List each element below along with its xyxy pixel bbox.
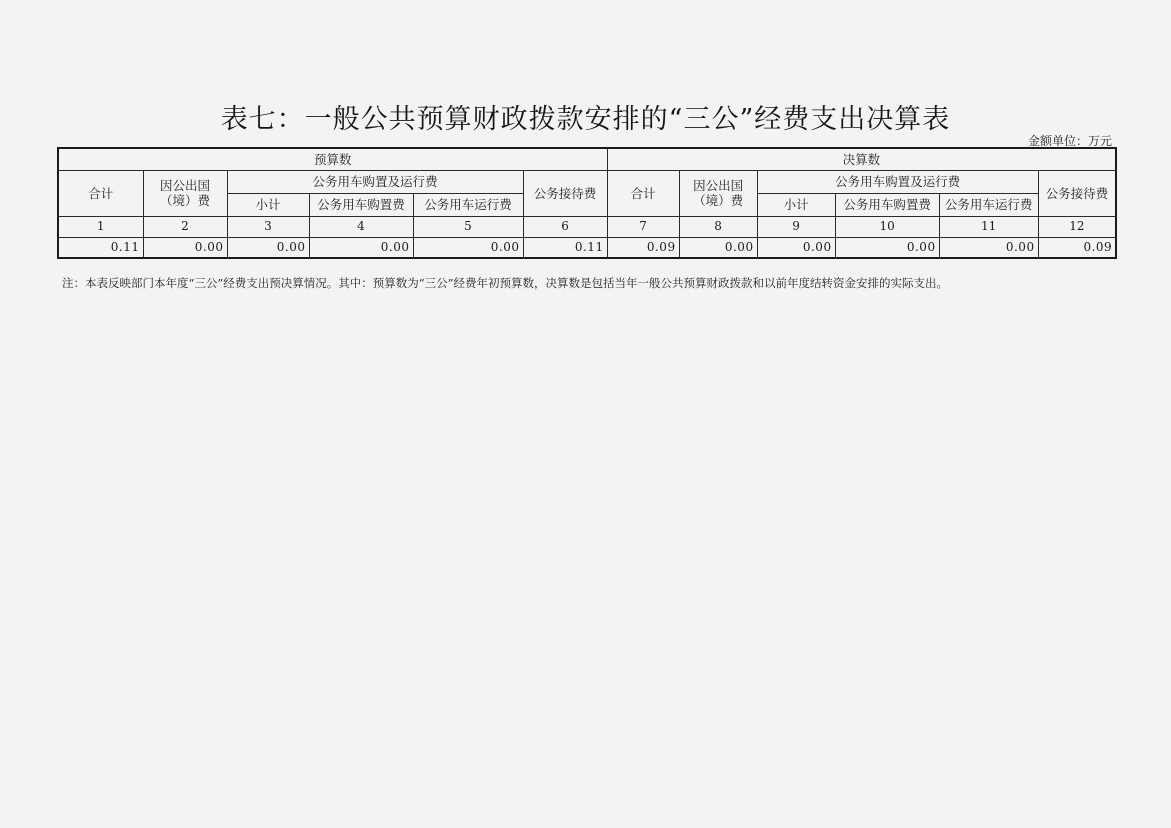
table-header-row-2 [58,170,1116,193]
value-cell: 0.00 [309,237,413,258]
value-cell: 0.00 [143,237,227,258]
value-cell: 0.11 [58,237,143,258]
final-abroad-line2: （境）费 [693,193,744,208]
column-index: 10 [835,216,939,237]
table-header-row-1 [58,148,1116,170]
column-index: 2 [143,216,227,237]
final-subtotal-header: 小计 [757,193,835,216]
budget-abroad-line2: （境）费 [159,193,210,208]
budget-subtotal-header: 小计 [227,193,309,216]
budget-reception-header: 公务接待费 [523,170,607,216]
final-vehicle-header: 公务用车购置及运行费 [757,170,1038,193]
column-index: 1 [58,216,143,237]
budget-vehicle-purchase-header: 公务用车购置费 [309,193,413,216]
final-reception-header: 公务接待费 [1038,170,1116,216]
budget-vehicle-operation-header: 公务用车运行费 [413,193,523,216]
budget-abroad-header [143,170,227,216]
column-index: 5 [413,216,523,237]
column-index-row [58,216,1116,237]
three-public-expenses-table [57,147,1117,259]
budget-header: 预算数 [58,148,607,170]
value-cell: 0.00 [939,237,1038,258]
value-cell: 0.00 [757,237,835,258]
value-cell: 0.09 [607,237,679,258]
amount-unit-label: 金额单位：万元 [1027,134,1112,148]
column-index: 9 [757,216,835,237]
column-index: 12 [1038,216,1116,237]
table-note: 注：本表反映部门本年度“三公”经费支出预决算情况。其中：预算数为“三公”经费年初预算数，决算数是包括当年一般公共预算财政拨款和以前年度结转资金安排的实际支出。 [62,276,949,290]
value-cell: 0.00 [835,237,939,258]
final-vehicle-purchase-header: 公务用车购置费 [835,193,939,216]
value-cell: 0.11 [523,237,607,258]
column-index: 3 [227,216,309,237]
value-cell: 0.00 [413,237,523,258]
value-cell: 0.00 [679,237,757,258]
budget-abroad-line1: 因公出国 [159,178,210,193]
values-row [58,237,1116,258]
final-total-header: 合计 [607,170,679,216]
value-cell: 0.09 [1038,237,1116,258]
column-index: 4 [309,216,413,237]
column-index: 11 [939,216,1038,237]
final-abroad-header [679,170,757,216]
value-cell: 0.00 [227,237,309,258]
column-index: 7 [607,216,679,237]
final-vehicle-operation-header: 公务用车运行费 [939,193,1038,216]
column-index: 6 [523,216,607,237]
final-abroad-line1: 因公出国 [693,178,744,193]
document-title: 表七：一般公共预算财政拨款安排的“三公”经费支出决算表 [220,104,951,135]
final-header: 决算数 [607,148,1116,170]
budget-total-header: 合计 [58,170,143,216]
column-index: 8 [679,216,757,237]
budget-vehicle-header: 公务用车购置及运行费 [227,170,523,193]
